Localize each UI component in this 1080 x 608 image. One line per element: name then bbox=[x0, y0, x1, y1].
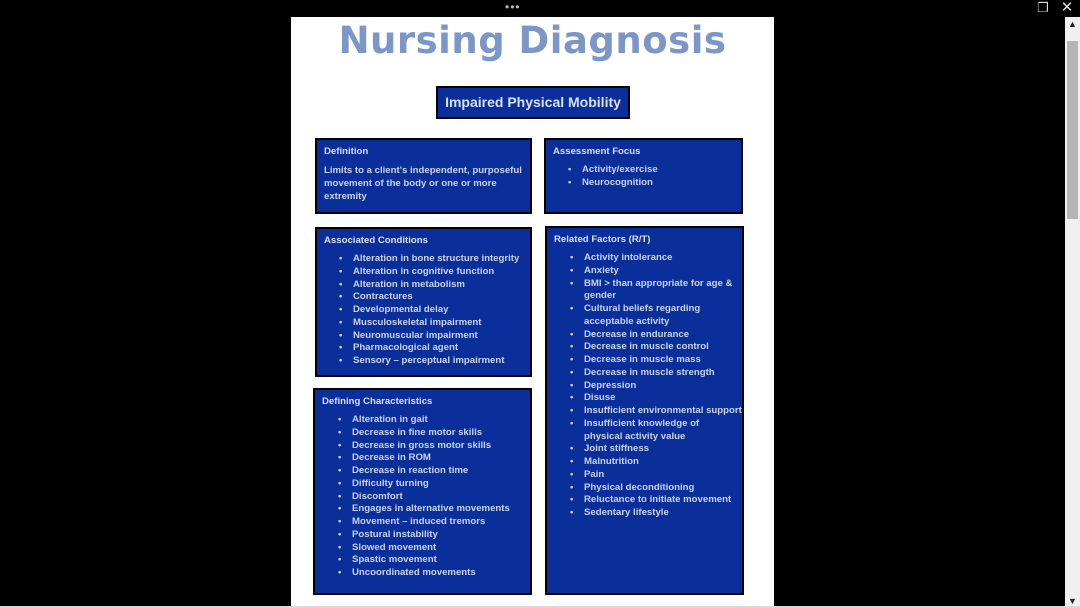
associated-conditions-list bbox=[353, 253, 519, 368]
list-item: • Pharmacological agent bbox=[353, 342, 519, 355]
defining-characteristics-list bbox=[352, 414, 510, 580]
definition-text: Limits to a client's independent, purposeful movement of the body or one or more extremity bbox=[324, 165, 522, 202]
list-item: • Decrease in muscle mass bbox=[584, 354, 734, 367]
list-item: • Decrease in reaction time bbox=[352, 465, 510, 478]
list-item: • Movement – induced tremors bbox=[352, 516, 510, 529]
list-item: • Difficulty turning bbox=[352, 478, 510, 491]
list-item: • Decrease in fine motor skills bbox=[352, 427, 510, 440]
defining-characteristics-heading: Defining Characteristics bbox=[322, 396, 433, 407]
list-item: • Alteration in bone structure integrity bbox=[353, 253, 519, 266]
viewer-top-bar bbox=[0, 0, 1080, 16]
list-item: • Postural instability bbox=[352, 529, 510, 542]
list-item: • Reluctance to initiate movement bbox=[584, 494, 734, 507]
scroll-down-arrow-icon[interactable]: ▼ bbox=[1068, 596, 1077, 606]
related-factors-heading: Related Factors (R/T) bbox=[554, 234, 651, 245]
list-item: • Contractures bbox=[353, 291, 519, 304]
restore-icon[interactable]: ❐ bbox=[1037, 0, 1049, 15]
list-item: • Decrease in muscle strength bbox=[584, 367, 734, 380]
list-item: • Disuse bbox=[584, 392, 734, 405]
close-icon[interactable]: ✕ bbox=[1060, 0, 1074, 16]
list-item: • Joint stiffness bbox=[584, 443, 734, 456]
definition-heading: Definition bbox=[324, 146, 369, 157]
page-title: Nursing Diagnosis bbox=[338, 19, 727, 62]
list-item: • Neuromuscular impairment bbox=[353, 330, 519, 343]
defining-characteristics-box bbox=[313, 388, 532, 595]
list-item: • Insufficient environmental support bbox=[584, 405, 734, 418]
list-item: • Physical deconditioning bbox=[584, 482, 734, 495]
list-item: • Sensory – perceptual impairment bbox=[353, 355, 519, 368]
list-item: • Decrease in muscle control bbox=[584, 341, 734, 354]
list-item: • Decrease in endurance bbox=[584, 329, 734, 342]
list-item: • Uncoordinated movements bbox=[352, 567, 510, 580]
list-item: • Decrease in gross motor skills bbox=[352, 440, 510, 453]
menu-dots-icon[interactable]: ••• bbox=[505, 0, 521, 14]
associated-conditions-heading: Associated Conditions bbox=[324, 235, 428, 246]
list-item: • Slowed movement bbox=[352, 542, 510, 555]
assessment-focus-list bbox=[582, 164, 658, 190]
list-item: • Alteration in gait bbox=[352, 414, 510, 427]
list-item: • Musculoskeletal impairment bbox=[353, 317, 519, 330]
list-item: • Anxiety bbox=[584, 265, 734, 278]
list-item: • Neurocognition bbox=[582, 177, 658, 190]
list-item: • Engages in alternative movements bbox=[352, 503, 510, 516]
vertical-scrollbar[interactable] bbox=[1065, 17, 1080, 608]
diagnosis-title: Impaired Physical Mobility bbox=[436, 86, 630, 119]
list-item: • BMI > than appropriate for age & gender bbox=[584, 278, 734, 304]
list-item: • Alteration in metabolism bbox=[353, 279, 519, 292]
document-page bbox=[291, 17, 774, 608]
list-item: • Decrease in ROM bbox=[352, 452, 510, 465]
assessment-focus-box bbox=[544, 138, 743, 214]
assessment-focus-heading: Assessment Focus bbox=[553, 146, 641, 157]
scroll-up-arrow-icon[interactable]: ▲ bbox=[1068, 19, 1077, 29]
list-item: • Insufficient knowledge of physical activity value bbox=[584, 418, 734, 444]
related-factors-box bbox=[545, 226, 744, 595]
list-item: • Developmental delay bbox=[353, 304, 519, 317]
scroll-thumb[interactable] bbox=[1067, 41, 1078, 219]
list-item: • Activity/exercise bbox=[582, 164, 658, 177]
list-item: • Pain bbox=[584, 469, 734, 482]
associated-conditions-box bbox=[315, 227, 532, 377]
list-item: • Sedentary lifestyle bbox=[584, 507, 734, 520]
list-item: • Malnutrition bbox=[584, 456, 734, 469]
list-item: • Spastic movement bbox=[352, 554, 510, 567]
definition-box bbox=[315, 138, 532, 214]
list-item: • Activity intolerance bbox=[584, 252, 734, 265]
related-factors-list bbox=[584, 252, 742, 520]
list-item: • Cultural beliefs regarding acceptable activity bbox=[584, 303, 734, 329]
list-item: • Discomfort bbox=[352, 491, 510, 504]
list-item: • Alteration in cognitive function bbox=[353, 266, 519, 279]
list-item: • Depression bbox=[584, 380, 734, 393]
